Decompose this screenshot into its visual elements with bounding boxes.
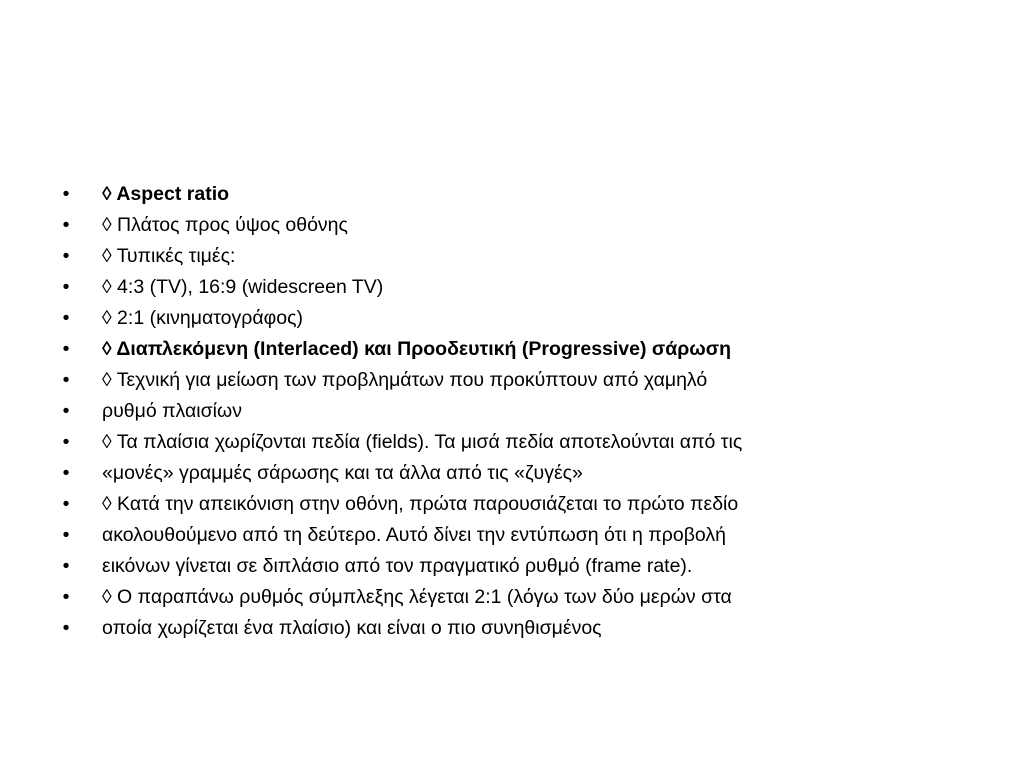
bullet-text: οποία χωρίζεται ένα πλαίσιο) και είναι ο πιο συνηθισμένος bbox=[102, 617, 602, 639]
bullet-dot-icon: • bbox=[62, 307, 70, 329]
bullet-dot-icon: • bbox=[62, 493, 70, 515]
bullet-item-4 bbox=[58, 272, 742, 303]
bullet-item-8 bbox=[58, 396, 742, 427]
bullet-dot-icon: • bbox=[62, 462, 70, 484]
bullet-dot-icon: • bbox=[62, 369, 70, 391]
bullet-dot-icon: • bbox=[62, 617, 70, 639]
bullet-dot-icon: • bbox=[62, 555, 70, 577]
bullet-dot-icon: • bbox=[62, 214, 70, 236]
bullet-dot-icon: • bbox=[62, 524, 70, 546]
bullet-item-11 bbox=[58, 489, 742, 520]
bullet-dot-icon: • bbox=[62, 276, 70, 298]
bullet-text: ◊ Ο παραπάνω ρυθμός σύμπλεξης λέγεται 2:1 (λόγω των δύο μερών στα bbox=[102, 586, 732, 608]
bullet-item-2 bbox=[58, 210, 742, 241]
bullet-item-6 bbox=[58, 334, 742, 365]
bullet-dot-icon: • bbox=[62, 586, 70, 608]
bullet-item-3 bbox=[58, 241, 742, 272]
bullet-text: «μονές» γραμμές σάρωσης και τα άλλα από τις «ζυγές» bbox=[102, 462, 583, 484]
bullet-item-13 bbox=[58, 551, 742, 582]
bullet-item-10 bbox=[58, 458, 742, 489]
bullet-text: ◊ Κατά την απεικόνιση στην οθόνη, πρώτα παρουσιάζεται το πρώτο πεδίο bbox=[102, 493, 739, 515]
bullet-item-1 bbox=[58, 179, 742, 210]
bullet-text: ◊ Τα πλαίσια χωρίζονται πεδία (fields). Τα μισά πεδία αποτελούνται από τις bbox=[102, 431, 743, 453]
bullet-text: ◊ Aspect ratio bbox=[102, 183, 230, 205]
bullet-text: ◊ Τεχνική για μείωση των προβλημάτων που προκύπτουν από χαμηλό bbox=[102, 369, 708, 391]
bullet-text: ◊ 4:3 (TV), 16:9 (widescreen TV) bbox=[102, 276, 384, 298]
bullet-text: ◊ 2:1 (κινηματογράφος) bbox=[102, 307, 304, 329]
bullet-dot-icon: • bbox=[62, 245, 70, 267]
bullet-text: ρυθμό πλαισίων bbox=[102, 400, 242, 422]
bullet-dot-icon: • bbox=[62, 183, 70, 205]
bullet-item-5 bbox=[58, 303, 742, 334]
bullet-text: ακολουθούμενο από τη δεύτερο. Αυτό δίνει την εντύπωση ότι η προβολή bbox=[102, 524, 726, 546]
bullet-item-15 bbox=[58, 613, 742, 644]
bullet-text: εικόνων γίνεται σε διπλάσιο από τον πραγματικό ρυθμό (frame rate). bbox=[102, 555, 693, 577]
bullet-text: ◊ Τυπικές τιμές: bbox=[102, 245, 236, 267]
bullet-item-12 bbox=[58, 520, 742, 551]
bullet-item-14 bbox=[58, 582, 742, 613]
bullet-dot-icon: • bbox=[62, 338, 70, 360]
bullet-item-9 bbox=[58, 427, 742, 458]
bullet-dot-icon: • bbox=[62, 400, 70, 422]
bullet-item-7 bbox=[58, 365, 742, 396]
bullet-text: ◊ Πλάτος προς ύψος οθόνης bbox=[102, 214, 348, 236]
bullet-list bbox=[58, 179, 742, 644]
bullet-dot-icon: • bbox=[62, 431, 70, 453]
bullet-text: ◊ Διαπλεκόμενη (Interlaced) και Προοδευτική (Progressive) σάρωση bbox=[102, 338, 732, 360]
